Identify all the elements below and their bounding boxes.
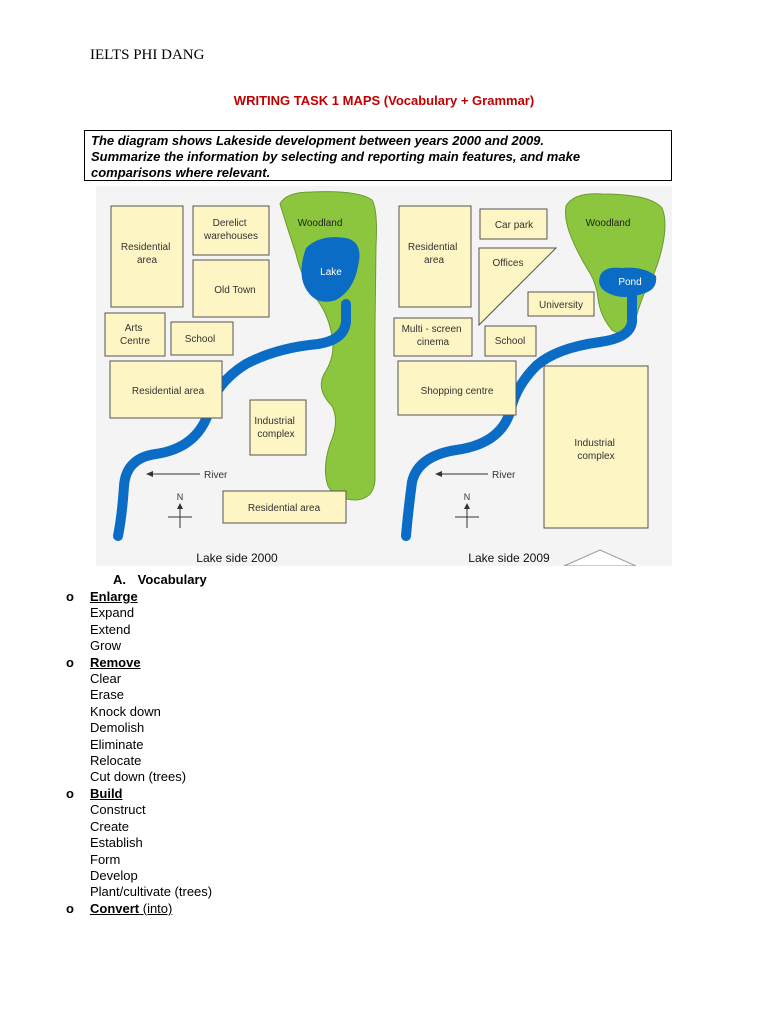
vocab-head: o Build (66, 785, 123, 801)
compass-north-2000: N (176, 492, 184, 502)
vocab-group-build (66, 786, 212, 901)
vocab-item: Establish (90, 835, 143, 851)
industrial-complex-2000 (250, 400, 306, 455)
vocab-item: Eliminate (90, 736, 144, 752)
label-shopping-2009: Shopping centre (420, 386, 494, 397)
label-car-park-2009: Car park (494, 220, 534, 231)
vocab-item: Relocate (90, 753, 142, 769)
section-title: Vocabulary (137, 572, 207, 587)
task-line: comparisons where relevant. (91, 165, 271, 180)
label-old-town-2000: Old Town (214, 285, 256, 296)
vocab-head-note: (into) (139, 900, 173, 916)
section-marker: A. (113, 572, 126, 587)
page-header: IELTS PHI DANG (90, 47, 205, 63)
label-arts-2000: Arts Centre (119, 323, 151, 347)
page-title: WRITING TASK 1 MAPS (Vocabulary + Grammar) (233, 93, 535, 108)
vocabulary-list (66, 589, 212, 917)
vocab-head: o Enlarge (66, 589, 138, 604)
bullet-marker: o (66, 654, 74, 670)
label-woodland-2009: Woodland (585, 218, 631, 229)
label-river-2009: River (492, 470, 516, 481)
label-derelict-2000: Derelict warehouses (204, 218, 258, 242)
vocab-item: Construct (90, 802, 146, 818)
task-prompt-box (84, 130, 672, 181)
label-woodland-2000: Woodland (297, 218, 343, 229)
label-river-2000: River (204, 470, 228, 481)
label-residential-top-2000: Residential area (120, 242, 171, 266)
label-residential-bottom-2000: Residential area (247, 503, 321, 514)
label-school-2000: School (184, 334, 216, 345)
vocab-item: Clear (90, 671, 122, 687)
vocab-item: Demolish (90, 720, 145, 736)
vocab-item: Plant/cultivate (trees) (90, 884, 213, 900)
label-lake-2000: Lake (320, 267, 342, 278)
caption-2009: Lake side 2009 (468, 551, 550, 565)
label-industrial-2000: Industrial complex (254, 416, 295, 440)
vocab-item: Create (90, 818, 130, 834)
label-cinema-2009: Multi - screen cinema (401, 324, 462, 348)
vocab-item: Cut down (trees) (90, 769, 187, 785)
bullet-marker: o (66, 900, 74, 916)
label-residential-2009: Residential area (407, 242, 458, 266)
task-line: The diagram shows Lakeside development between years 2000 and 2009. (91, 133, 545, 148)
vocab-item: Form (90, 851, 121, 867)
arts-centre-2000 (105, 313, 165, 356)
vocab-item: Expand (90, 605, 135, 621)
vocab-item: Erase (90, 687, 124, 703)
vocab-group-convert (66, 901, 212, 917)
label-industrial-2009: Industrial complex (574, 438, 615, 462)
compass-north-2009: N (463, 492, 471, 502)
bullet-marker: o (66, 589, 74, 604)
section-heading (113, 572, 207, 587)
vocab-item: Grow (90, 638, 122, 654)
vocab-head: o Remove (66, 654, 141, 670)
vocab-item: Develop (90, 867, 138, 883)
vocab-item: Extend (90, 621, 131, 637)
vocab-head: o Convert (into) (66, 900, 173, 916)
caption-2000: Lake side 2000 (196, 551, 278, 565)
label-school-2009: School (494, 336, 526, 347)
vocab-group-enlarge (66, 589, 212, 655)
vocab-group-remove (66, 655, 212, 786)
label-residential-mid-2000: Residential area (131, 386, 205, 397)
vocab-item: Knock down (90, 703, 161, 719)
task-line: Summarize the information by selecting and reporting main features, and make (91, 149, 581, 164)
bullet-marker: o (66, 785, 74, 801)
label-pond-2009: Pond (618, 277, 642, 288)
label-offices-2009: Offices (492, 258, 524, 269)
label-university-2009: University (539, 300, 583, 311)
lakeside-maps (96, 186, 672, 566)
